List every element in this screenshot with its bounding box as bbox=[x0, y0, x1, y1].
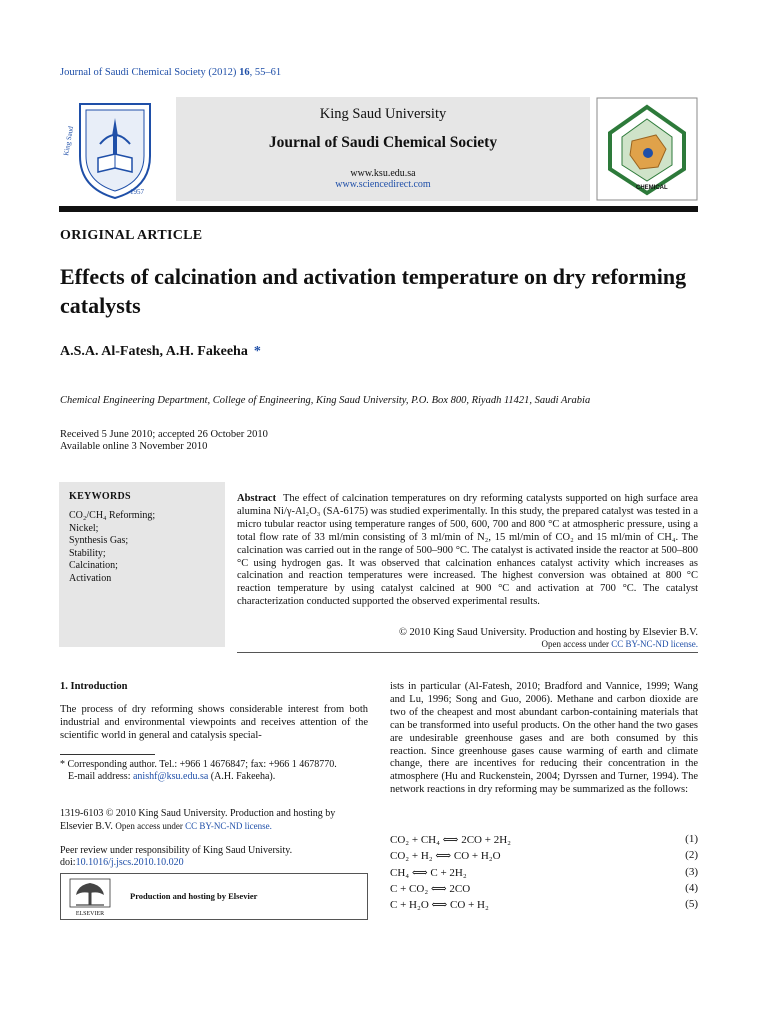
keyword-item: Nickel; bbox=[69, 522, 99, 534]
email-line bbox=[60, 771, 368, 783]
issn-license-link[interactable]: CC BY-NC-ND license. bbox=[185, 821, 272, 832]
equation-text: CO₂ + CH₄ ⟺ 2CO + 2H₂ bbox=[390, 834, 511, 846]
keyword-item: Calcination; bbox=[69, 560, 118, 571]
received-date: Received 5 June 2010; accepted 26 October 2010 bbox=[60, 429, 268, 440]
license-link[interactable]: CC BY-NC-ND license. bbox=[611, 639, 698, 649]
keywords-list bbox=[69, 510, 155, 585]
ksu-url[interactable]: www.ksu.edu.sa bbox=[350, 168, 416, 179]
keyword-item: Stability; bbox=[69, 547, 106, 559]
online-date: Available online 3 November 2010 bbox=[60, 441, 208, 452]
equation-number: (4) bbox=[685, 881, 698, 894]
corresponding-author-note: * Corresponding author. Tel.: +966 1 4676847; fax: +966 1 4678770. bbox=[60, 759, 337, 770]
email-label: E-mail address: bbox=[68, 771, 133, 783]
doi-prefix: doi: bbox=[60, 857, 76, 869]
article-type: ORIGINAL ARTICLE bbox=[60, 228, 203, 243]
open-access-note bbox=[237, 639, 698, 649]
introduction-paragraph: The process of dry reforming shows considerable interest from both industrial and environmental viewpoints and receives attention of the scientific world in general and catalysis special- bbox=[60, 704, 368, 741]
peer-review-note bbox=[60, 845, 368, 870]
elsevier-wordmark: ELSEVIER bbox=[75, 911, 105, 917]
header-rule bbox=[59, 206, 698, 212]
issn-open-access-prefix: Open access under bbox=[115, 821, 186, 832]
keyword-item: Activation bbox=[69, 572, 112, 584]
svg-text:King Saud: King Saud bbox=[62, 125, 76, 157]
keyword-item: CO₂/CH₄ Reforming; bbox=[69, 510, 156, 521]
svg-text:CHEMICAL: CHEMICAL bbox=[636, 185, 668, 191]
issn-note bbox=[60, 808, 368, 834]
equation-text: CO₂ + H₂ ⟺ CO + H₂O bbox=[390, 850, 501, 863]
university-name: King Saud University bbox=[319, 106, 447, 122]
equation-row bbox=[390, 898, 698, 914]
article-dates bbox=[60, 429, 268, 453]
issn-text: 1319-6103 © 2010 King Saud University. Production and hosting by Elsevier B.V. bbox=[60, 808, 336, 833]
equation-row bbox=[390, 849, 698, 865]
abstract-copyright: © 2010 King Saud University. Production and hosting by Elsevier B.V. bbox=[398, 627, 698, 638]
equation-number: (1) bbox=[685, 833, 698, 845]
author-names: A.S.A. Al-Fatesh, A.H. Fakeeha bbox=[60, 344, 248, 359]
equation-number: (5) bbox=[685, 898, 698, 911]
equation-text: C + H₂O ⟺ CO + H₂ bbox=[390, 899, 489, 912]
equation-number: (2) bbox=[685, 849, 698, 862]
footnote-rule bbox=[60, 754, 155, 755]
equation-text: C + CO₂ ⟺ 2CO bbox=[390, 882, 471, 895]
affiliation: Chemical Engineering Department, College of Engineering, King Saud University, P.O. Box 800, Riyadh 11421, Saudi Arabia bbox=[60, 395, 591, 406]
keyword-item: Synthesis Gas; bbox=[69, 535, 129, 546]
citation-volume: 16 bbox=[239, 67, 250, 78]
email-link[interactable]: anishf@ksu.edu.sa bbox=[132, 771, 209, 783]
abstract-rule bbox=[237, 652, 698, 653]
saudi-chemical-society-logo bbox=[596, 97, 698, 201]
equation-row bbox=[390, 866, 698, 882]
introduction-continued: ists in particular (Al-Fatesh, 2010; Bradford and Vannice, 1999; Wang and Lu, 1996; Song and Guo, 2006). Methane and carbon dioxide are two of the cheapest and most abundant carbon-containing materials that can be transformed into useful products. On the other hand the two gases are undesirable greenhouse gases and are both consumed by this reaction. Since greenhouse gases cause warming of earth and climate change, there are incentives for reducing their concentration in the atmosphere (Hu and Ruckenstein, 2004; Dyrssen and Turner, 1994). The network reactions in dry reforming may be summarized as the follows: bbox=[390, 681, 698, 796]
abstract bbox=[237, 493, 698, 609]
equation-row bbox=[390, 833, 698, 849]
equation-row bbox=[390, 882, 698, 898]
doi-line bbox=[60, 857, 368, 869]
keywords-title: KEYWORDS bbox=[69, 491, 131, 502]
open-access-prefix: Open access under bbox=[541, 639, 612, 649]
abstract-label: Abstract bbox=[237, 493, 277, 504]
introduction-heading: 1. Introduction bbox=[60, 681, 128, 692]
journal-name: Journal of Saudi Chemical Society bbox=[268, 134, 498, 151]
sciencedirect-url[interactable]: www.sciencedirect.com bbox=[335, 179, 431, 190]
abstract-text: The effect of calcination temperatures on dry reforming catalysts supported on high surface area alumina Ni/γ-Al₂O₃ (SA-6175) was studied experimentally. In this study, the prepared catalyst was tested in a micro tubular reactor using temperature ranges of 500, 600, 700 and 800 °C at atmospheric pressure, using a total flow rate of 33 ml/min consisting of 3 ml/min of N₂, 15 ml/min of CO₂ and 15 ml/min of CH₄. The calcination was carried out in the range of 500–900 °C. The catalyst is activated inside the reactor at 500–800 °C using hydrogen gas. It was observed that calcination enhances catalyst activity which increases as calcination and reaction temperatures were increased. The highest conversion was obtained at 800 °C reaction temperature by using catalyst calcined at 900 °C and activation at 700 °C. The catalyst characterization conducted supported the observed experimental results. bbox=[237, 493, 699, 608]
svg-text:1957: 1957 bbox=[130, 188, 144, 196]
email-suffix: (A.H. Fakeeha). bbox=[208, 771, 276, 783]
article-title: Effects of calcination and activation temperature on dry reforming catalysts bbox=[60, 264, 687, 318]
equation-text: CH₄ ⟺ C + 2H₂ bbox=[390, 866, 467, 879]
doi-link[interactable]: 10.1016/j.jscs.2010.10.020 bbox=[75, 857, 184, 869]
authors bbox=[60, 344, 261, 360]
equation-number: (3) bbox=[685, 865, 698, 878]
peer-review-text: Peer review under responsibility of King Saud University. bbox=[60, 845, 293, 856]
journal-citation bbox=[60, 67, 281, 78]
corresponding-footnote bbox=[60, 759, 368, 784]
elsevier-hosting-text: Production and hosting by Elsevier bbox=[130, 891, 258, 901]
reaction-equations bbox=[390, 833, 698, 914]
elsevier-tree-logo bbox=[66, 877, 114, 917]
king-saud-university-logo bbox=[60, 96, 170, 202]
citation-prefix: Journal of Saudi Chemical Society (2012) bbox=[60, 67, 240, 78]
citation-pages: , 55–61 bbox=[249, 67, 282, 78]
corresponding-author-mark[interactable]: * bbox=[253, 344, 261, 359]
